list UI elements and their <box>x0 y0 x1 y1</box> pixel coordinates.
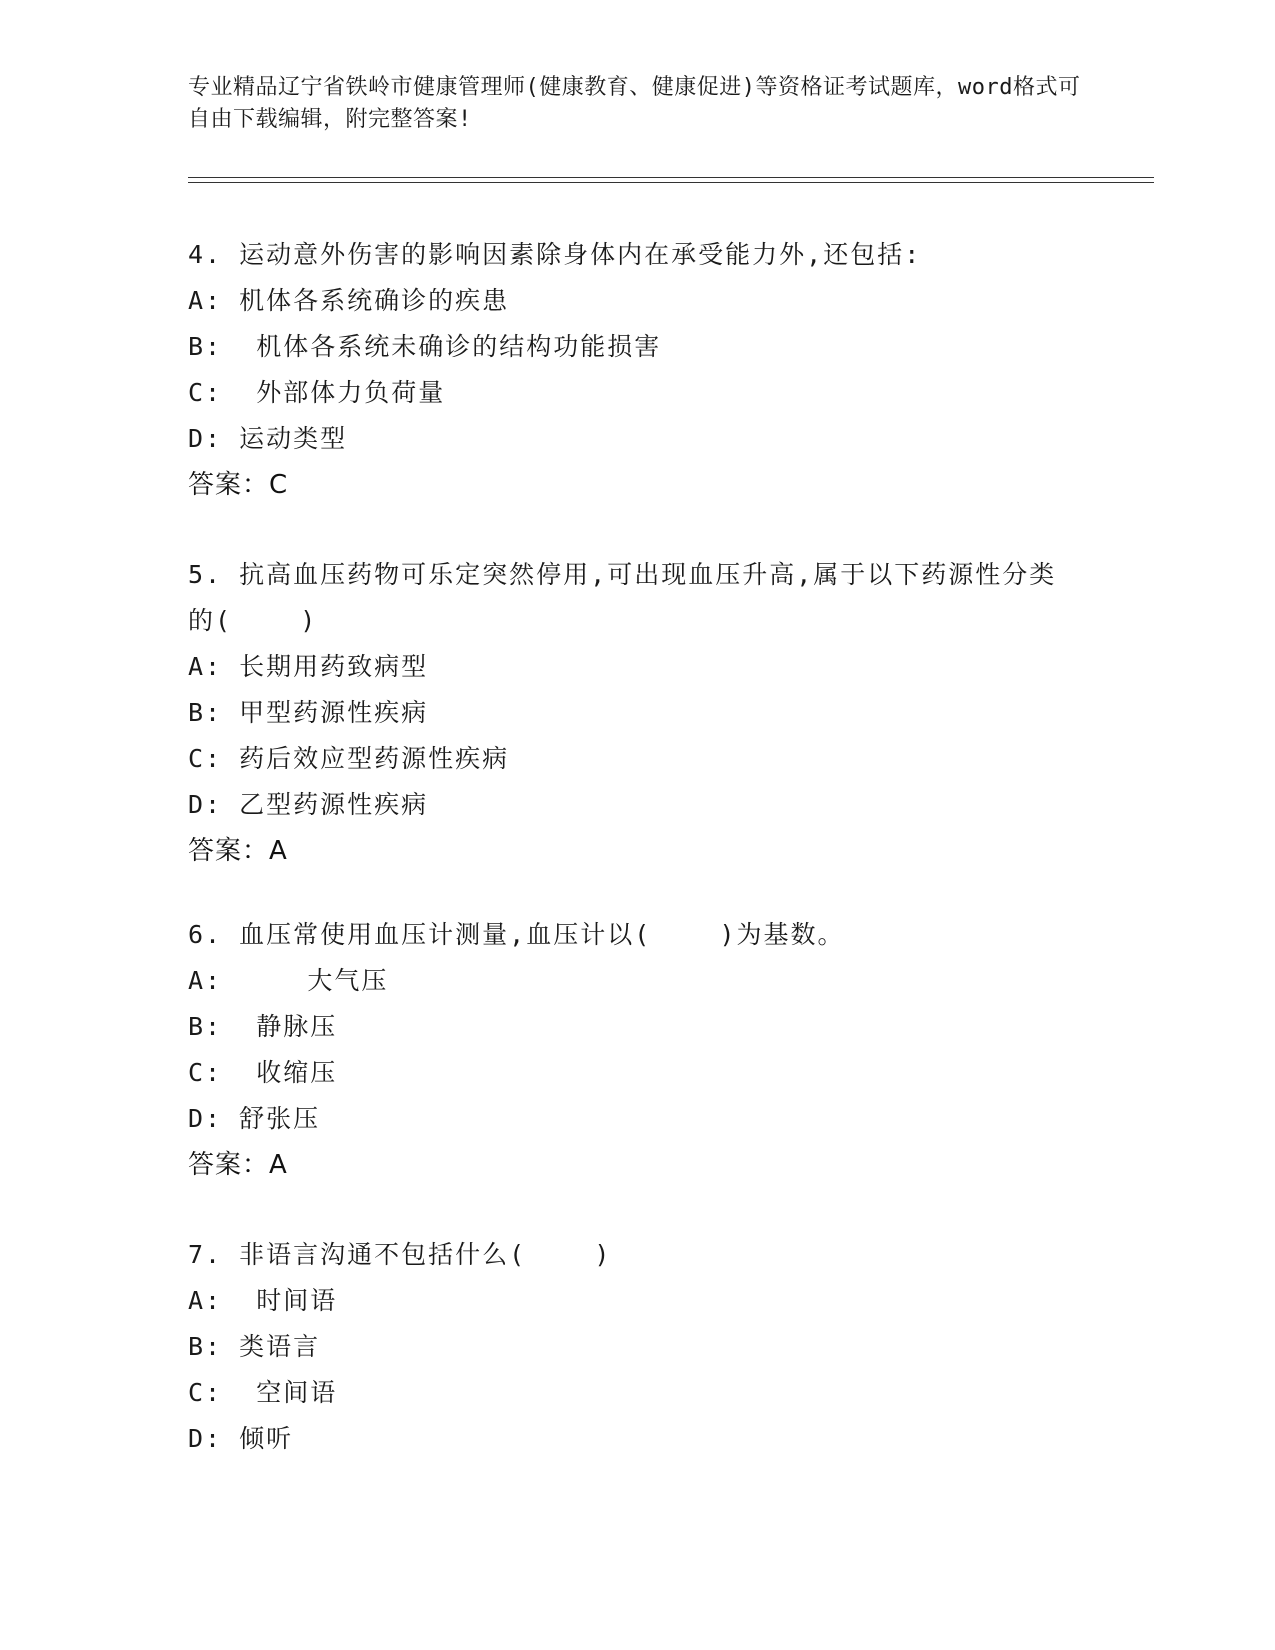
option-d: D: 倾听 <box>188 1424 294 1453</box>
option-a: A: 时间语 <box>188 1286 338 1315</box>
answer: 答案：A <box>188 836 288 866</box>
option-d: D: 乙型药源性疾病 <box>188 790 429 819</box>
question-4 <box>188 232 1088 508</box>
header-divider-top <box>188 177 1154 178</box>
answer: 答案：A <box>188 1150 288 1180</box>
option-b: B: 机体各系统未确诊的结构功能损害 <box>188 332 662 361</box>
option-b: B: 静脉压 <box>188 1012 338 1041</box>
question-stem: 7. 非语言沟通不包括什么( ) <box>188 1240 612 1269</box>
option-d: D: 舒张压 <box>188 1104 321 1133</box>
option-c: C: 空间语 <box>188 1378 338 1407</box>
question-stem: 5. 抗高血压药物可乐定突然停用,可出现血压升高,属于以下药源性分类的( ) <box>188 560 1057 635</box>
answer: 答案：C <box>188 470 289 500</box>
option-a: A: 长期用药致病型 <box>188 652 429 681</box>
option-b: B: 甲型药源性疾病 <box>188 698 429 727</box>
question-7 <box>188 1232 1088 1462</box>
option-c: C: 药后效应型药源性疾病 <box>188 744 510 773</box>
header-divider-bottom <box>188 182 1154 183</box>
option-a: A: 机体各系统确诊的疾患 <box>188 286 510 315</box>
question-6 <box>188 912 1088 1188</box>
question-5 <box>188 552 1088 874</box>
document-header: 专业精品辽宁省铁岭市健康管理师(健康教育、健康促进)等资格证考试题库，word格式可自由下载编辑，附完整答案! <box>188 75 1081 132</box>
question-stem: 4. 运动意外伤害的影响因素除身体内在承受能力外,还包括: <box>188 240 922 269</box>
option-d: D: 运动类型 <box>188 424 348 453</box>
option-c: C: 外部体力负荷量 <box>188 378 446 407</box>
option-c: C: 收缩压 <box>188 1058 338 1087</box>
question-stem: 6. 血压常使用血压计测量,血压计以( )为基数。 <box>188 920 845 949</box>
option-a: A: 大气压 <box>188 966 389 995</box>
option-b: B: 类语言 <box>188 1332 321 1361</box>
